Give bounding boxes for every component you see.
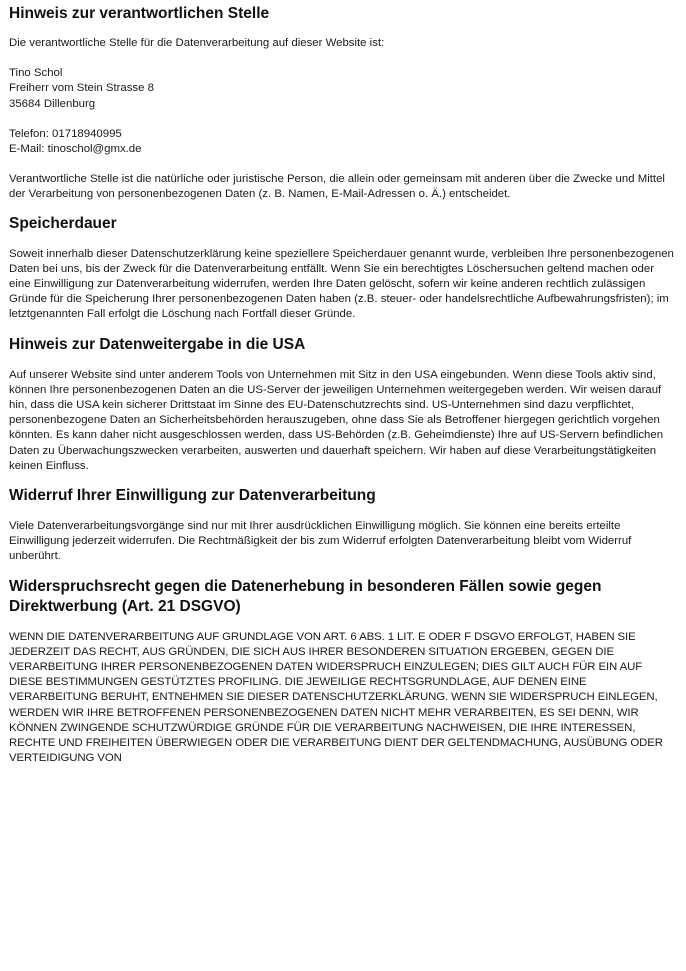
contact-phone: Telefon: 01718940995 xyxy=(9,127,122,140)
address-block xyxy=(9,66,676,112)
address-city: 35684 Dillenburg xyxy=(9,97,96,110)
contact-block xyxy=(9,127,676,157)
responsible-party-intro: Die verantwortliche Stelle für die Datenverarbeitung auf dieser Website ist: xyxy=(9,37,385,49)
address-name: Tino Schol xyxy=(9,67,63,80)
right-to-object-text: WENN DIE DATENVERARBEITUNG AUF GRUNDLAGE VON ART. 6 ABS. 1 LIT. E ODER F DSGVO ERFOLGT, HABEN SIE JEDERZEIT DAS RECHT, AUS GRÜNDEN, DIE SICH AUS IHRER BESONDEREN SITUATION ERGEBEN, GEGEN DIE VERARBEITUNG IHRER PERSONENBEZOGENEN DATEN WIDERSPRUCH EINZULEGEN; DIES GILT AUCH FÜR EIN AUF DIESE BESTIMMUNGEN GESTÜTZTES PROFILING. DIE JEWEILIGE RECHTSGRUNDLAGE, AUF DENEN EINE VERARBEITUNG BERUHT, ENTNEHMEN SIE DIESER DATENSCHUTZERKLÄRUNG. WENN SIE WIDERSPRUCH EINLEGEN, WERDEN WIR IHRE BETROFFENEN PERSONENBEZOGENEN DATEN NICHT MEHR VERARBEITEN, ES SEI DENN, WIR KÖNNEN ZWINGENDE SCHUTZWÜRDIGE GRÜNDE FÜR DIE VERARBEITUNG NACHWEISEN, DIE IHRE INTERESSEN, RECHTE UND FREIHEITEN ÜBERWIEGEN ODER DIE VERARBEITUNG DIENT DER GELTENDMACHUNG, AUSÜBUNG ODER VERTEIDIGUNG VON xyxy=(9,630,663,765)
section-heading-consent-revocation: Widerruf Ihrer Einwilligung zur Datenverarbeitung xyxy=(9,487,376,505)
address-street: Freiherr vom Stein Strasse 8 xyxy=(9,82,154,95)
usa-transfer-text: Auf unserer Website sind unter anderem Tools von Unternehmen mit Sitz in den USA eingebunden. Wenn diese Tools aktiv sind, können Ihre personenbezogenen Daten an die US-Server der jeweiligen Unternehmen weitergegeben werden. Wir weisen darauf hin, dass die USA kein sicherer Drittstaat im Sinne des EU-Datenschutzrechts sind. US-Unternehmen sind dazu verpflichtet, personenbezogene Daten an Sicherheitsbehörden herauszugeben, ohne dass Sie als Betroffener hiergegen gerichtlich vorgehen könnten. Es kann daher nicht ausgeschlossen werden, dass US-Behörden (z.B. Geheimdienste) Ihre auf US-Servern befindlichen Daten zu Überwachungszwecken verarbeiten, auswerten und dauerhaft speichern. Wir haben auf diese Verarbeitungstätigkeiten keinen Einfluss. xyxy=(9,368,664,472)
section-heading-right-to-object: Widerspruchsrecht gegen die Datenerhebung in besonderen Fällen sowie gegen Direktwerbung (Art. 21 DSGVO) xyxy=(9,577,602,615)
contact-email: E-Mail: tinoschol@gmx.de xyxy=(9,143,142,156)
section-heading-usa-transfer: Hinweis zur Datenweitergabe in die USA xyxy=(9,335,306,353)
storage-duration-text: Soweit innerhalb dieser Datenschutzerklärung keine speziellere Speicherdauer genannt wurde, verbleiben Ihre personenbezogenen Daten bei uns, bis der Zweck für die Datenverarbeitung entfällt. Wenn Sie ein berechtigtes Löschersuchen geltend machen oder eine Einwilligung zur Datenverarbeitung widerrufen, werden Ihre Daten gelöscht, sofern wir keine anderen rechtlich zulässigen Gründe für die Speicherung Ihrer personenbezogenen Daten haben (z.B. steuer- oder handelsrechtliche Aufbewahrungsfristen); im letztgenannten Fall erfolgt die Löschung nach Fortfall dieser Gründe. xyxy=(9,247,674,321)
responsible-party-definition: Verantwortliche Stelle ist die natürliche oder juristische Person, die allein oder gemeinsam mit anderen über die Zwecke und Mittel der Verarbeitung von personenbezogenen Daten (z. B. Namen, E-Mail-Adressen o. Ä.) entscheidet. xyxy=(9,173,665,201)
section-heading-responsible-party: Hinweis zur verantwortlichen Stelle xyxy=(9,5,270,22)
section-heading-storage-duration: Speicherdauer xyxy=(9,214,117,232)
consent-revocation-text: Viele Datenverarbeitungsvorgänge sind nur mit Ihrer ausdrücklichen Einwilligung möglich. Sie können eine bereits erteilte Einwilligung jederzeit widerrufen. Die Rechtmäßigkeit der bis zum Widerruf erfolgten Datenverarbeitung bleibt vom Widerruf unberührt. xyxy=(9,520,632,563)
